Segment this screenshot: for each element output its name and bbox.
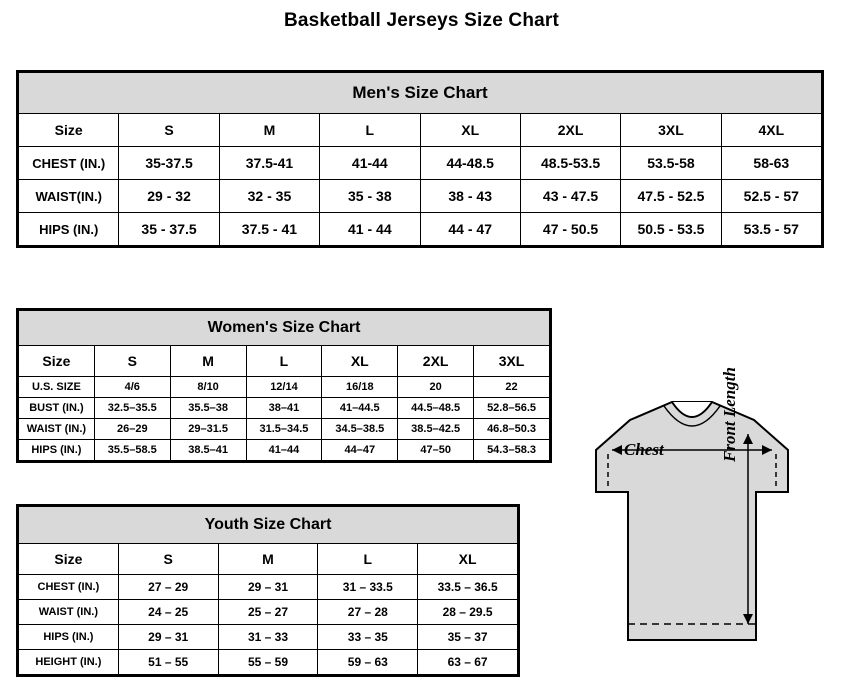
header-size-4xl: 4XL	[721, 114, 821, 147]
table-row	[19, 398, 550, 419]
row-label: HIPS (IN.)	[19, 625, 119, 650]
table-cell: 55 – 59	[218, 650, 318, 675]
table-caption-row	[19, 73, 822, 114]
table-cell: 35.5–58.5	[94, 440, 170, 461]
header-size-l: L	[246, 346, 322, 377]
table-cell: 31.5–34.5	[246, 419, 322, 440]
row-label: HEIGHT (IN.)	[19, 650, 119, 675]
table-cell: 53.5-58	[621, 147, 721, 180]
header-size-m: M	[219, 114, 319, 147]
row-label: U.S. SIZE	[19, 377, 95, 398]
page-title: Basketball Jerseys Size Chart	[283, 10, 560, 31]
table-cell: 27 – 29	[118, 575, 218, 600]
header-size-xl: XL	[322, 346, 398, 377]
table-cell: 54.3–58.3	[474, 440, 550, 461]
table-cell: 41-44	[320, 147, 420, 180]
table-cell: 25 – 27	[218, 600, 318, 625]
table-cell: 33 – 35	[318, 625, 418, 650]
table-cell: 34.5–38.5	[322, 419, 398, 440]
table-row	[19, 650, 518, 675]
table-cell: 48.5-53.5	[520, 147, 620, 180]
header-size-l: L	[318, 544, 418, 575]
table-row	[19, 440, 550, 461]
table-caption-row	[19, 311, 550, 346]
womens-table-body	[19, 311, 550, 461]
table-caption: Youth Size Chart	[19, 507, 518, 544]
table-caption-row	[19, 507, 518, 544]
row-label: WAIST (IN.)	[19, 600, 119, 625]
table-cell: 51 – 55	[118, 650, 218, 675]
table-row	[19, 213, 822, 246]
mens-size-chart	[16, 70, 824, 248]
row-label: WAIST (IN.)	[19, 419, 95, 440]
chest-label: Chest	[624, 440, 664, 459]
shirt-measurement-diagram	[552, 362, 832, 682]
mens-table-body	[19, 73, 822, 246]
table-cell: 38–41	[246, 398, 322, 419]
table-cell: 35.5–38	[170, 398, 246, 419]
table-caption: Men's Size Chart	[19, 73, 822, 114]
table-cell: 52.8–56.5	[474, 398, 550, 419]
table-cell: 46.8–50.3	[474, 419, 550, 440]
table-cell: 4/6	[94, 377, 170, 398]
table-cell: 22	[474, 377, 550, 398]
table-cell: 35 – 37	[418, 625, 518, 650]
table-cell: 35 - 37.5	[119, 213, 219, 246]
table-cell: 31 – 33	[218, 625, 318, 650]
row-label: CHEST (IN.)	[19, 575, 119, 600]
table-cell: 28 – 29.5	[418, 600, 518, 625]
header-size-l: L	[320, 114, 420, 147]
table-row	[19, 600, 518, 625]
header-size-2xl: 2XL	[398, 346, 474, 377]
row-label: WAIST(IN.)	[19, 180, 119, 213]
table-cell: 53.5 - 57	[721, 213, 821, 246]
table-cell: 32 - 35	[219, 180, 319, 213]
table-cell: 29 - 32	[119, 180, 219, 213]
row-label: HIPS (IN.)	[19, 213, 119, 246]
table-cell: 41–44.5	[322, 398, 398, 419]
table-cell: 8/10	[170, 377, 246, 398]
youth-size-table	[18, 506, 518, 675]
shirt-illustration-svg	[552, 362, 832, 682]
header-size-m: M	[218, 544, 318, 575]
table-cell: 44.5–48.5	[398, 398, 474, 419]
header-size-s: S	[118, 544, 218, 575]
table-cell: 58-63	[721, 147, 821, 180]
table-cell: 31 – 33.5	[318, 575, 418, 600]
table-cell: 44-48.5	[420, 147, 520, 180]
header-size-xl: XL	[420, 114, 520, 147]
shirt-body-shape	[596, 402, 788, 640]
table-cell: 29 – 31	[218, 575, 318, 600]
womens-size-chart	[16, 308, 552, 463]
table-cell: 52.5 - 57	[721, 180, 821, 213]
table-cell: 27 – 28	[318, 600, 418, 625]
table-cell: 47 - 50.5	[520, 213, 620, 246]
row-label: BUST (IN.)	[19, 398, 95, 419]
table-cell: 20	[398, 377, 474, 398]
header-size-3xl: 3XL	[474, 346, 550, 377]
womens-size-table	[18, 310, 550, 461]
table-row	[19, 377, 550, 398]
table-cell: 63 – 67	[418, 650, 518, 675]
table-cell: 24 – 25	[118, 600, 218, 625]
youth-table-body	[19, 507, 518, 675]
table-header-row	[19, 544, 518, 575]
table-cell: 37.5 - 41	[219, 213, 319, 246]
table-cell: 29 – 31	[118, 625, 218, 650]
header-size-s: S	[94, 346, 170, 377]
table-cell: 43 - 47.5	[520, 180, 620, 213]
header-size-label: Size	[19, 114, 119, 147]
table-cell: 47–50	[398, 440, 474, 461]
table-row	[19, 419, 550, 440]
table-cell: 32.5–35.5	[94, 398, 170, 419]
table-row	[19, 147, 822, 180]
table-cell: 44 - 47	[420, 213, 520, 246]
table-cell: 59 – 63	[318, 650, 418, 675]
table-cell: 44–47	[322, 440, 398, 461]
front-length-label: Front Length	[720, 367, 739, 462]
row-label: CHEST (IN.)	[19, 147, 119, 180]
table-cell: 29–31.5	[170, 419, 246, 440]
table-cell: 12/14	[246, 377, 322, 398]
header-size-3xl: 3XL	[621, 114, 721, 147]
table-cell: 26–29	[94, 419, 170, 440]
table-cell: 38.5–41	[170, 440, 246, 461]
table-cell: 41 - 44	[320, 213, 420, 246]
table-cell: 16/18	[322, 377, 398, 398]
table-row	[19, 180, 822, 213]
row-label: HIPS (IN.)	[19, 440, 95, 461]
header-size-label: Size	[19, 544, 119, 575]
mens-size-table	[18, 72, 822, 246]
header-size-s: S	[119, 114, 219, 147]
table-cell: 35 - 38	[320, 180, 420, 213]
table-row	[19, 575, 518, 600]
table-cell: 38.5–42.5	[398, 419, 474, 440]
header-size-2xl: 2XL	[520, 114, 620, 147]
table-header-row	[19, 346, 550, 377]
table-cell: 33.5 – 36.5	[418, 575, 518, 600]
table-cell: 47.5 - 52.5	[621, 180, 721, 213]
table-cell: 41–44	[246, 440, 322, 461]
table-header-row	[19, 114, 822, 147]
table-row	[19, 625, 518, 650]
header-size-xl: XL	[418, 544, 518, 575]
table-caption: Women's Size Chart	[19, 311, 550, 346]
header-size-m: M	[170, 346, 246, 377]
table-cell: 38 - 43	[420, 180, 520, 213]
youth-size-chart	[16, 504, 520, 677]
table-cell: 35-37.5	[119, 147, 219, 180]
table-cell: 37.5-41	[219, 147, 319, 180]
header-size-label: Size	[19, 346, 95, 377]
table-cell: 50.5 - 53.5	[621, 213, 721, 246]
